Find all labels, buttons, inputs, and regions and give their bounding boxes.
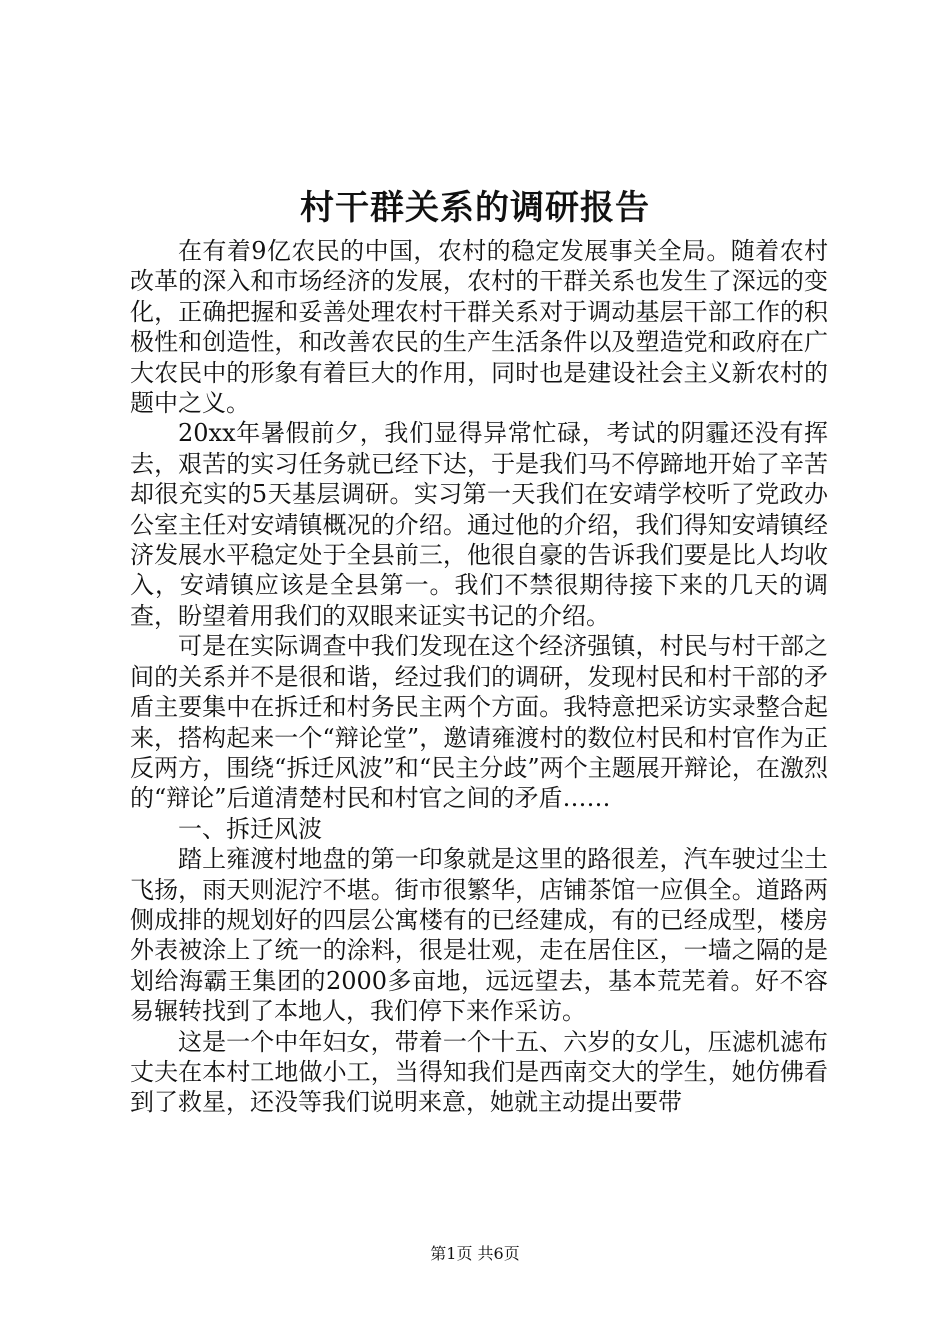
paragraph-village-impression: 踏上雍渡村地盘的第一印象就是这里的路很差，汽车驶过尘土飞扬，雨天则泥泞不堪。街市很繁华，店铺茶馆一应俱全。道路两侧成排的规划好的四层公寓楼有的已经建成，有的已经成型，楼房外表被涂上了统一的涂料，很是壮观，走在居住区，一墙之隔的是划给海霸王集团的2000多亩地，远远望去，基本荒芜着。好不容易辗转找到了本地人，我们停下来作采访。	[130, 845, 828, 1026]
page-number: 第1页 共6页	[430, 1244, 520, 1263]
paragraph-summer-internship: 20xx年暑假前夕，我们显得异常忙碌，考试的阴霾还没有挥去，艰苦的实习任务就已经下达，于是我们马不停蹄地开始了辛苦却很充实的5天基层调研。实习第一天我们在安靖学校听了党政办公室主任对安靖镇概况的介绍。通过他的介绍，我们得知安靖镇经济发展水平稳定处于全县前三，他很自豪的告诉我们要是比人均收入，安靖镇应该是全县第一。我们不禁很期待接下来的几天的调查，盼望着用我们的双眼来证实书记的介绍。	[130, 419, 828, 630]
section-heading: 一、拆迁风波	[178, 814, 322, 843]
document-title: 村干群关系的调研报告	[300, 188, 650, 228]
paragraph-intro: 在有着9亿农民的中国，农村的稳定发展事关全局。随着农村改革的深入和市场经济的发展，农村的干群关系也发生了深远的变化，正确把握和妥善处理农村干群关系对于调动基层干部工作的积极性和创造性，和改善农民的生产生活条件以及塑造党和政府在广大农民中的形象有着巨大的作用，同时也是建设社会主义新农村的题中之义。	[130, 237, 828, 418]
paragraph-investigation: 可是在实际调查中我们发现在这个经济强镇，村民与村干部之间的关系并不是很和谐，经过我们的调研，发现村民和村干部的矛盾主要集中在拆迁和村务民主两个方面。我特意把采访实录整合起来，搭构起来一个“辩论堂”，邀请雍渡村的数位村民和村官作为正反两方，围绕“拆迁风波”和“民主分歧”两个主题展开辩论，在激烈的“辩论”后道清楚村民和村官之间的矛盾……	[130, 632, 828, 813]
document-body	[130, 236, 828, 1118]
paragraph-interview: 这是一个中年妇女，带着一个十五、六岁的女儿，压滤机滤布丈夫在本村工地做小工，当得知我们是西南交大的学生，她仿佛看到了救星，还没等我们说明来意，她就主动提出要带	[130, 1027, 828, 1117]
